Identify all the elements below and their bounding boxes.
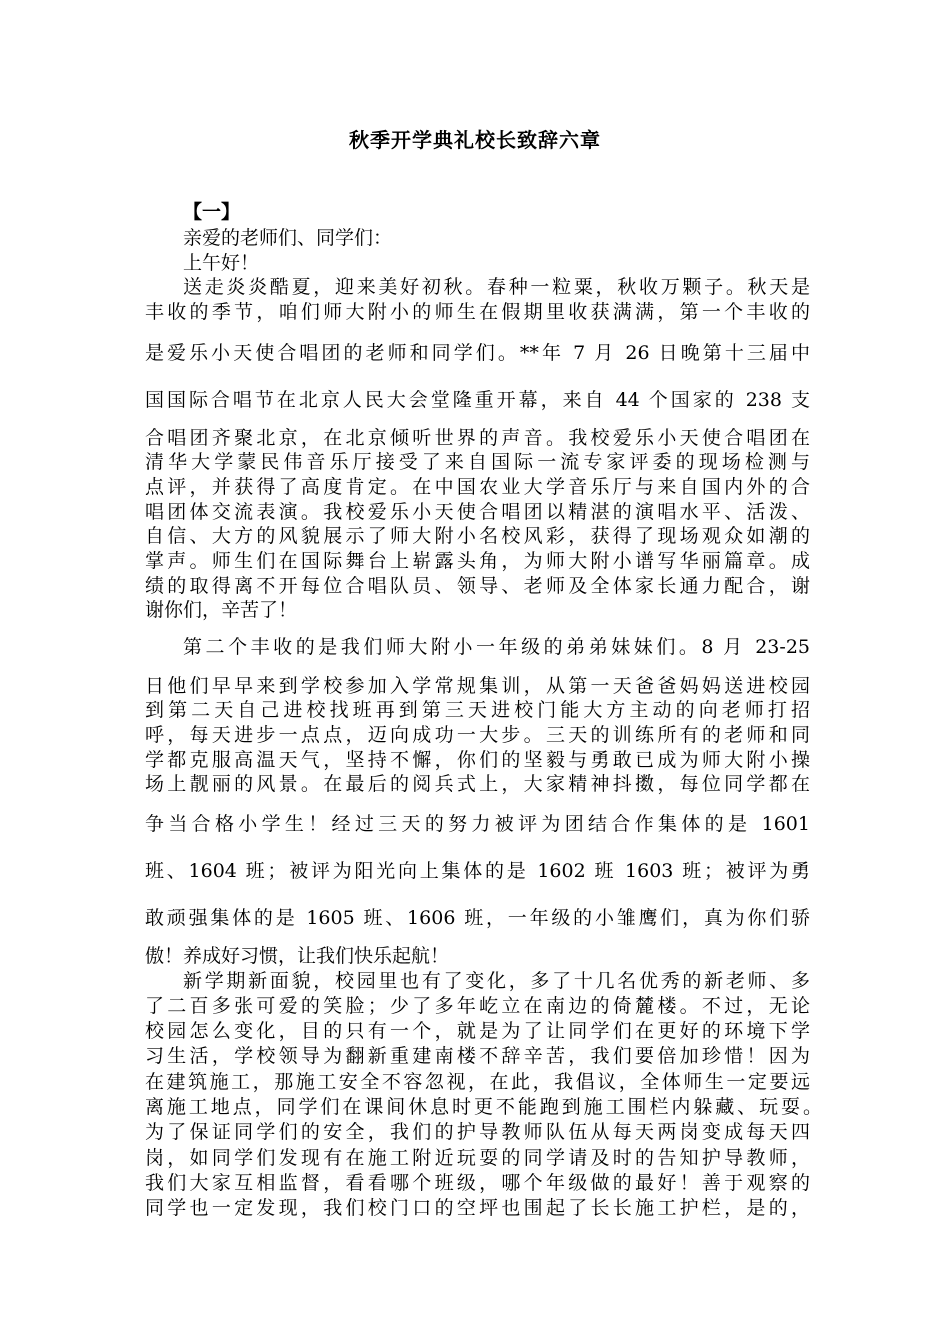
text-line: 校园怎么变化，目的只有一个，就是为了让同学们在更好的环境下学 [145, 1020, 810, 1042]
text-line: 了二百多张可爱的笑脸；少了多年屹立在南边的倚麓楼。不过，无论 [145, 995, 810, 1017]
text-line: 敢顽强集体的是 1605 班、1606 班，一年级的小雏鹰们，真为你们骄 [145, 907, 810, 929]
text-line: 岗，如同学们发现有在施工附近玩耍的同学请及时的告知护导教师， [145, 1147, 810, 1169]
text-line: 到第二天自己进校找班再到第三天进校门能大方主动的向老师打招 [145, 699, 810, 721]
text-line: 丰收的季节，咱们师大附小的师生在假期里收获满满，第一个丰收的 [145, 301, 810, 323]
text-line: 唱团体交流表演。我校爱乐小天使合唱团以精湛的演唱水平、活泼、 [145, 501, 810, 523]
text-line: 傲！养成好习惯，让我们快乐起航！ [145, 945, 450, 967]
text-line: 日他们早早来到学校参加入学常规集训，从第一天爸爸妈妈送进校园 [145, 675, 810, 697]
text-line: 自信、大方的风貌展示了师大附小名校风彩，获得了现场观众如潮的 [145, 525, 810, 547]
text-line: 绩的取得离不开每位合唱队员、领导、老师及全体家长通力配合，谢 [145, 575, 810, 597]
text-line: 合唱团齐聚北京，在北京倾听世界的声音。我校爱乐小天使合唱团在 [145, 427, 810, 449]
text-line: 送走炎炎酷夏，迎来美好初秋。春种一粒粟，秋收万颗子。秋天是 [183, 276, 810, 298]
text-line: 国国际合唱节在北京人民大会堂隆重开幕，来自 44 个国家的 238 支 [145, 389, 810, 411]
text-line: 班、1604 班；被评为阳光向上集体的是 1602 班 1603 班；被评为勇 [145, 860, 810, 882]
section-heading: 【一】 [183, 201, 241, 223]
text-line: 点评，并获得了高度肯定。在中国农业大学音乐厅与来自国内外的合 [145, 476, 810, 498]
text-line: 第二个丰收的是我们师大附小一年级的弟弟妹妹们。8 月 23-25 [183, 636, 810, 658]
text-line: 掌声。师生们在国际舞台上崭露头角，为师大附小谱写华丽篇章。成 [145, 550, 810, 572]
text-line: 场上靓丽的风景。在最后的阅兵式上，大家精神抖擞，每位同学都在 [145, 773, 810, 795]
text-line: 为了保证同学们的安全，我们的护导教师队伍从每天两岗变成每天四 [145, 1121, 810, 1143]
text-line: 亲爱的老师们、同学们： [183, 227, 393, 249]
text-line: 新学期新面貌，校园里也有了变化，多了十几名优秀的新老师、多 [183, 970, 810, 992]
text-line: 学都克服高温天气，坚持不懈，你们的坚毅与勇敢已成为师大附小操 [145, 749, 810, 771]
text-line: 我们大家互相监督，看看哪个班级，哪个年级做的最好！善于观察的 [145, 1172, 810, 1194]
text-line: 谢你们，辛苦了！ [145, 599, 298, 621]
text-line: 上午好！ [183, 252, 260, 274]
text-line: 习生活，学校领导为翻新重建南楼不辞辛苦，我们要倍加珍惜！因为 [145, 1045, 810, 1067]
page-title: 秋季开学典礼校长致辞六章 [349, 128, 601, 152]
text-line: 清华大学蒙民伟音乐厅接受了来自国际一流专家评委的现场检测与 [145, 451, 810, 473]
text-line: 呼，每天进步一点点，迈向成功一大步。三天的训练所有的老师和同 [145, 724, 810, 746]
text-line: 同学也一定发现，我们校门口的空坪也围起了长长施工护栏，是的， [145, 1197, 810, 1219]
text-line: 是爱乐小天使合唱团的老师和同学们。**年 7 月 26 日晚第十三届中 [145, 342, 810, 364]
text-line: 争当合格小学生！经过三天的努力被评为团结合作集体的是 1601 [145, 813, 810, 835]
text-line: 离施工地点，同学们在课间休息时更不能跑到施工围栏内躲藏、玩耍。 [145, 1096, 822, 1118]
text-line: 在建筑施工，那施工安全不容忽视，在此，我倡议，全体师生一定要远 [145, 1071, 810, 1093]
